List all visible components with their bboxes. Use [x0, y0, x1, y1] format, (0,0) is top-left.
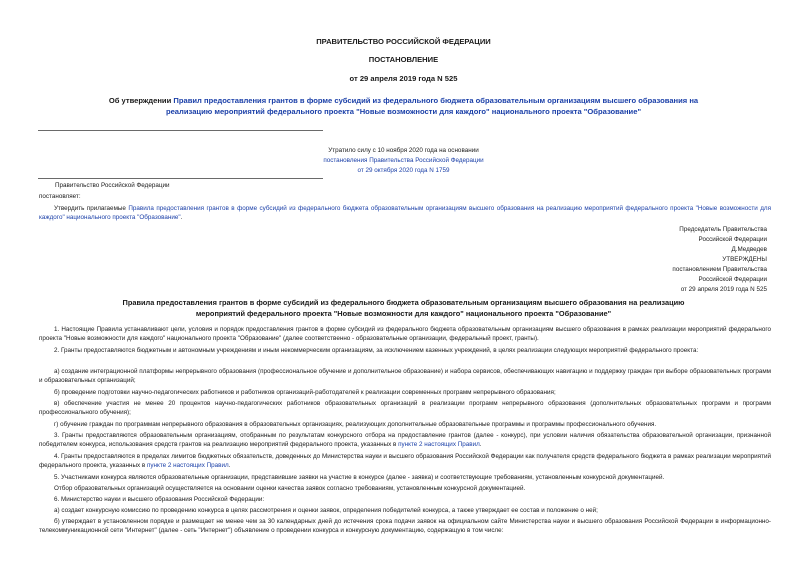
- approval-org: Российской Федерации: [698, 276, 767, 283]
- approve-suffix: .: [180, 214, 183, 221]
- approved-rules-link[interactable]: Правила предоставления грантов в форме субсидий из федерального бюджета образовательным организациям высшего образования на реализацию мероприятий федерального проекта "Новые возможности для каждого" национального проекта "Образование": [39, 205, 771, 221]
- separator-line-2: [38, 178, 323, 179]
- preamble-decrees: постановляет:: [39, 193, 81, 200]
- separator-line: [38, 130, 323, 131]
- paragraph-2a: а) создание интеграционной платформы непрерывного образования (профессиональное обучение и дополнительное образование) и набора сервисов, обеспечивающих навигацию и поддержку граждан при выборе образовательных программ и образовательных организаций;: [39, 368, 771, 384]
- status-line: Утратило силу с 10 ноября 2020 года на основании: [328, 147, 479, 154]
- government-heading: ПРАВИТЕЛЬСТВО РОССИЙСКОЙ ФЕДЕРАЦИИ: [316, 37, 491, 46]
- paragraph-2b: б) проведение подготовки научно-педагогических работников и работников организаций-работодателей к реализации современных программ непрерывного образования;: [54, 389, 556, 396]
- document-title: [0, 95, 807, 117]
- paragraph-6: 6. Министерство науки и высшего образования Российской Федерации:: [54, 496, 265, 503]
- approval-by: постановлением Правительства: [672, 266, 767, 273]
- signature-position: Председатель Правительства: [679, 226, 767, 233]
- paragraph-5b: Отбор образовательных организаций осуществляется на основании оценки качества заявок согласно требованиям, установленным конкурсной документацией.: [54, 485, 526, 492]
- paragraph-4: 4. Гранты предоставляются в пределах лимитов бюджетных обязательств, доведенных до Министерства науки и высшего образования Российской Федерации как получателя средств федерального бюджета в рамках реализации мероприятий федерального проекта, указанных в пункте 2 настоящих Правил.: [39, 453, 771, 469]
- document-date-number: от 29 апреля 2019 года N 525: [349, 74, 458, 83]
- document-type-heading: ПОСТАНОВЛЕНИЕ: [368, 55, 439, 64]
- paragraph-4-rules-link[interactable]: пункте 2 настоящих Правил: [146, 461, 229, 469]
- approval-label: УТВЕРЖДЕНЫ: [722, 256, 767, 263]
- repeal-decree-link[interactable]: постановления Правительства Российской Федерации: [323, 157, 484, 164]
- paragraph-3-rules-link[interactable]: пункте 2 настоящих Правил: [398, 440, 480, 448]
- paragraph-2: 2. Гранты предоставляются бюджетным и автономным учреждениям и иным некоммерческим организациям, за исключением казенных учреждений, в целях реализации следующих мероприятий федерального проекта:: [54, 347, 699, 354]
- paragraph-2v: в) обеспечение участия не менее 20 процентов научно-педагогических работников образовательных организаций в реализации программ непрерывного образования (дополнительных образовательных программ и программ профессионального обучения);: [39, 400, 771, 416]
- repeal-decree-date-link[interactable]: от 29 октября 2020 года N 1759: [357, 167, 450, 174]
- paragraph-4-text: 4. Гранты предоставляются в пределах лимитов бюджетных обязательств, доведенных до Министерства науки и высшего образования Российской Федерации как получателя средств федерального бюджета в рамках реализации мероприятий федерального проекта, указанных в: [39, 453, 771, 469]
- paragraph-3-text: 3. Гранты предоставляются образовательным организациям, отобранным по результатам конкурсного отбора на предоставление грантов (далее - конкурс), при условии наличия обязательства образовательной организации, признанной победителем конкурса, использования средств грантов на реализацию мероприятий федерального проекта, указанных в: [39, 432, 771, 448]
- rules-title-link[interactable]: Правил предоставления грантов в форме субсидий из федерального бюджета образовательным организациям высшего образования на: [173, 96, 699, 105]
- paragraph-6a: а) создает конкурсную комиссию по проведению конкурса в целях рассмотрения и оценки заявок, определения победителей конкурса, а также утверждает ее состав и положение о ней;: [54, 507, 598, 514]
- signature-block: [679, 226, 767, 254]
- document-title-prefix: Об утверждении: [108, 96, 174, 105]
- preamble-government: Правительство Российской Федерации: [55, 182, 170, 189]
- signature-name: Д.Медведев: [731, 246, 767, 253]
- paragraph-5: 5. Участниками конкурса являются образовательные организации, представившие заявки на участие в конкурсе (далее - заявка) и соответствующие требованиям, установленным конкурсной документацией.: [54, 474, 665, 481]
- paragraph-2g: г) обучение граждан по программам непрерывного образования в образовательных организациях, реализующих дополнительные образовательные программы и программы профессионального обучения.: [54, 421, 657, 428]
- rules-heading-line2: мероприятий федерального проекта "Новые возможности для каждого" национального проекта "Образование": [195, 309, 612, 318]
- rules-heading-line1: Правила предоставления грантов в форме субсидий из федерального бюджета образовательным организациям высшего образования на реализацию: [122, 298, 685, 307]
- approve-prefix: Утвердить прилагаемые: [54, 205, 129, 212]
- rules-title-link-continued[interactable]: реализацию мероприятий федерального проекта "Новые возможности для каждого" национального проекта "Образование": [165, 107, 642, 116]
- signature-org: Российской Федерации: [698, 236, 767, 243]
- approval-block: [672, 256, 767, 294]
- status-note: [320, 147, 487, 175]
- paragraph-3: 3. Гранты предоставляются образовательным организациям, отобранным по результатам конкурсного отбора на предоставление грантов (далее - конкурс), при условии наличия обязательства образовательной организации, признанной победителем конкурса, использования средств грантов на реализацию мероприятий федерального проекта, указанных в пункте 2 настоящих Правил.: [39, 432, 771, 448]
- paragraph-1: 1. Настоящие Правила устанавливают цели, условия и порядок предоставления грантов в форме субсидий из федерального бюджета образовательным организациям высшего образования в рамках реализации мероприятий федерального проекта "Новые возможности для каждого" национального проекта "Образование" (далее соответственно - образовательные организации, федеральный проект, гранты).: [39, 326, 771, 342]
- approval-date: от 29 апреля 2019 года N 525: [680, 286, 767, 293]
- paragraph-6b: б) утверждает в установленном порядке и размещает не менее чем за 30 календарных дней до истечения срока подачи заявок на официальном сайте Министерства науки и высшего образования Российской Федерации в информационно-телекоммуникационной сети "Интернет" (далее - сеть "Интернет") объявление о проведении конкурса и конкурсную документацию, содержащую в том числе:: [39, 518, 771, 534]
- rules-heading: [0, 297, 807, 319]
- approve-paragraph: [39, 204, 771, 222]
